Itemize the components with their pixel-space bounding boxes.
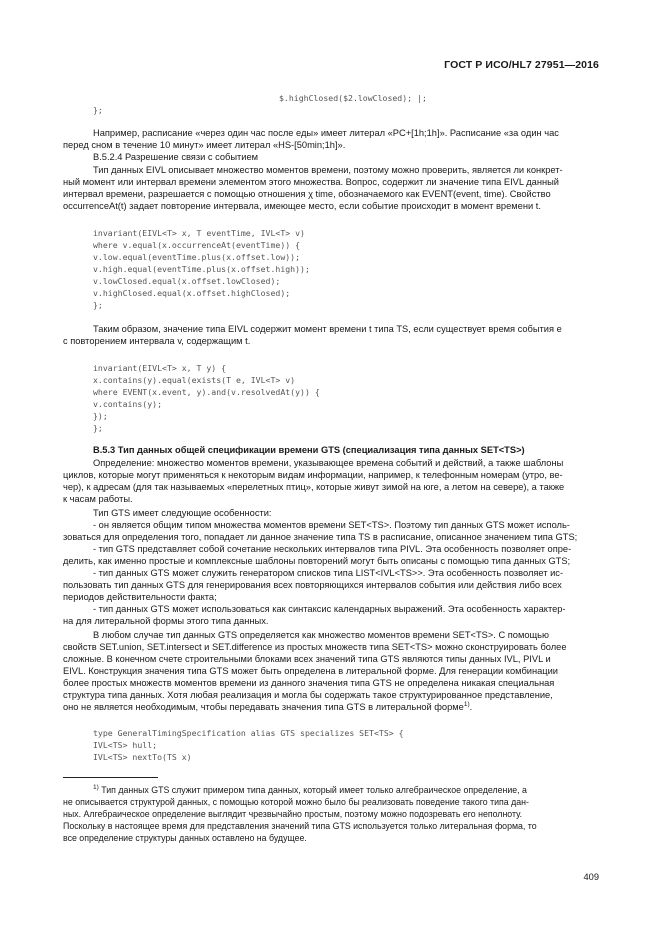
text-span: Тип данных GTS служит примером типа данных, который имеет только алгебраическое определение, а: [98, 785, 527, 795]
footnote-line: не описывается структурой данных, с помощью которой можно было бы реализовать поведение такого типа дан-: [63, 797, 529, 807]
text-line: зоваться для определения того, попадает ли данное значение типа TS в расписание, описанное значением типа GTS;: [63, 532, 578, 542]
text-line: делить, как именно простые и комплексные шаблоны повторений могут быть описаны с помощью типа данных GTS;: [63, 556, 571, 566]
code-line: };: [93, 105, 103, 115]
list-item: - тип данных GTS может использоваться как синтаксис календарных выражений. Эта особенность характер-: [93, 604, 566, 614]
footnote-marker: 1): [93, 784, 99, 791]
text-line: Например, расписание «через один час после еды» имеет литерал «PC+[1h;1h]». Расписание «за один час: [93, 128, 559, 138]
text-line: Таким образом, значение типа EIVL содержит момент времени t типа TS, если существует время события e: [93, 324, 562, 334]
code-line: invariant(EIVL<T> x, T y) {: [93, 363, 227, 373]
text-line: ный момент или интервал времени элементом этого множества. Вопрос, содержит ли значение типа EIVL данный: [63, 177, 559, 187]
footnote-line: Поскольку в настоящее время для представления значений типа GTS используется только литеральная форма, то: [63, 821, 537, 831]
text-line: свойств SET.union, SET.intersect и SET.difference из простых множеств типа SET<TS> можно сконструировать более: [63, 642, 567, 652]
code-line: invariant(EIVL<T> x, T eventTime, IVL<T> v): [93, 228, 305, 238]
code-line: v.high.equal(eventTime.plus(x.offset.high));: [93, 264, 310, 274]
text-line: Определение: множество моментов времени, указывающее времена событий и действий, а также шаблоны: [93, 458, 564, 468]
footnote-line: ных. Алгебраическое определение выглядит чрезвычайно простым, поэтому можно подозревать его неполноту.: [63, 809, 523, 819]
text-line: периодов действительности факта;: [63, 592, 217, 602]
text-line: В любом случае тип данных GTS определяется как множество моментов времени SET<TS>. С помощью: [93, 630, 549, 640]
code-line: });: [93, 411, 108, 421]
code-line: x.contains(y).equal(exists(T e, IVL<T> v): [93, 375, 296, 385]
footnote-reference[interactable]: 1): [463, 701, 470, 708]
code-line: $.highClosed($2.lowClosed); |;: [279, 93, 427, 103]
text-line: структура типа данных. Хотя любая реализация и могла бы содержать такое структурированное представление,: [63, 690, 553, 700]
code-line: };: [93, 423, 103, 433]
text-line: сложные. В конечном счете строительными блоками всех значений типа GTS являются типы данных IVL, PIVL и: [63, 654, 551, 664]
section-heading: B.5.3 Тип данных общей спецификации времени GTS (специализация типа данных SET<TS>): [93, 445, 525, 455]
code-line: };: [93, 300, 103, 310]
text-span: оно не является необходимым, чтобы передавать значения типа GTS в литеральной форме: [63, 702, 464, 712]
text-line: циклов, которые могут применяться к некоторым видам информации, например, к телефонным номерам (утро, ве-: [63, 470, 563, 480]
code-line: where v.equal(x.occurrenceAt(eventTime)) {: [93, 240, 301, 250]
code-line: v.lowClosed.equal(x.offset.lowClosed);: [93, 276, 281, 286]
text-line: occurrenceAt(t) задает повторение интервала, имеющее место, если событие происходит в момент времени t.: [63, 201, 541, 211]
code-line: v.highClosed.equal(x.offset.highClosed);: [93, 288, 291, 298]
list-item: - тип GTS представляет собой сочетание нескольких интервалов типа PIVL. Эта особенность позволяет опре-: [93, 544, 572, 554]
page-number: 409: [583, 872, 599, 882]
code-line: IVL<TS> nextTo(TS x): [93, 752, 192, 762]
text-line: чер), к адресам (для так называемых «перелетных птиц», которые живут зимой на юге, а летом на севере), а также: [63, 482, 565, 492]
subsection-heading: B.5.2.4 Разрешение связи с событием: [93, 152, 259, 162]
footnote-line: [93, 784, 527, 796]
code-line: where EVENT(x.event, y).and(v.resolvedAt(y)) {: [93, 387, 320, 397]
list-item: - тип данных GTS может служить генератором списков типа LIST<IVL<TS>>. Эта особенность позволяет ис-: [93, 568, 564, 578]
text-line: EIVL. Конструкция значения типа GTS может быть определена в литеральной форме. Для генерации комбинации: [63, 666, 558, 676]
footnote-separator: [63, 777, 158, 778]
text-line: Тип данных EIVL описывает множество моментов времени, поэтому можно проверить, является ли конкрет-: [93, 165, 563, 175]
code-line: type GeneralTimingSpecification alias GTS specializes SET<TS> {: [93, 728, 404, 738]
code-line: v.contains(y);: [93, 399, 163, 409]
text-line: на для литеральной формы этого типа данных.: [63, 616, 269, 626]
text-line: оно не является необходимым, чтобы передавать значения типа GTS в литеральной форме$^{1)}$.: [63, 701, 473, 712]
code-line: v.low.equal(eventTime.plus(x.offset.low));: [93, 252, 301, 262]
text-line: пользовать тип данных GTS для генерирования всех повторяющихся интервалов события или действия либо всех: [63, 580, 562, 590]
text-line: перед сном в течение 10 минут» имеет литерал «HS-[50min;1h]».: [63, 140, 346, 150]
code-line: IVL<TS> hull;: [93, 740, 158, 750]
standard-header: ГОСТ Р ИСО/HL7 27951—2016: [444, 59, 599, 71]
text-line: Тип GTS имеет следующие особенности:: [93, 508, 272, 518]
text-line: с повторением интервала v, содержащим t.: [63, 336, 251, 346]
list-item: - он является общим типом множества моментов времени SET<TS>. Поэтому тип данных GTS может исполь-: [93, 520, 570, 530]
text-line: более простых множеств моментов времени из данного значения типа GTS не определена никакая специальная: [63, 678, 555, 688]
text-line: интервал времени, разрешается с помощью отношения χ time, обозначаемого как EVENT(event, time). Свойство: [63, 189, 551, 199]
text-line: к часам работы.: [63, 494, 133, 504]
footnote-line: все определение структуры данных оставлено на будущее.: [63, 833, 307, 843]
